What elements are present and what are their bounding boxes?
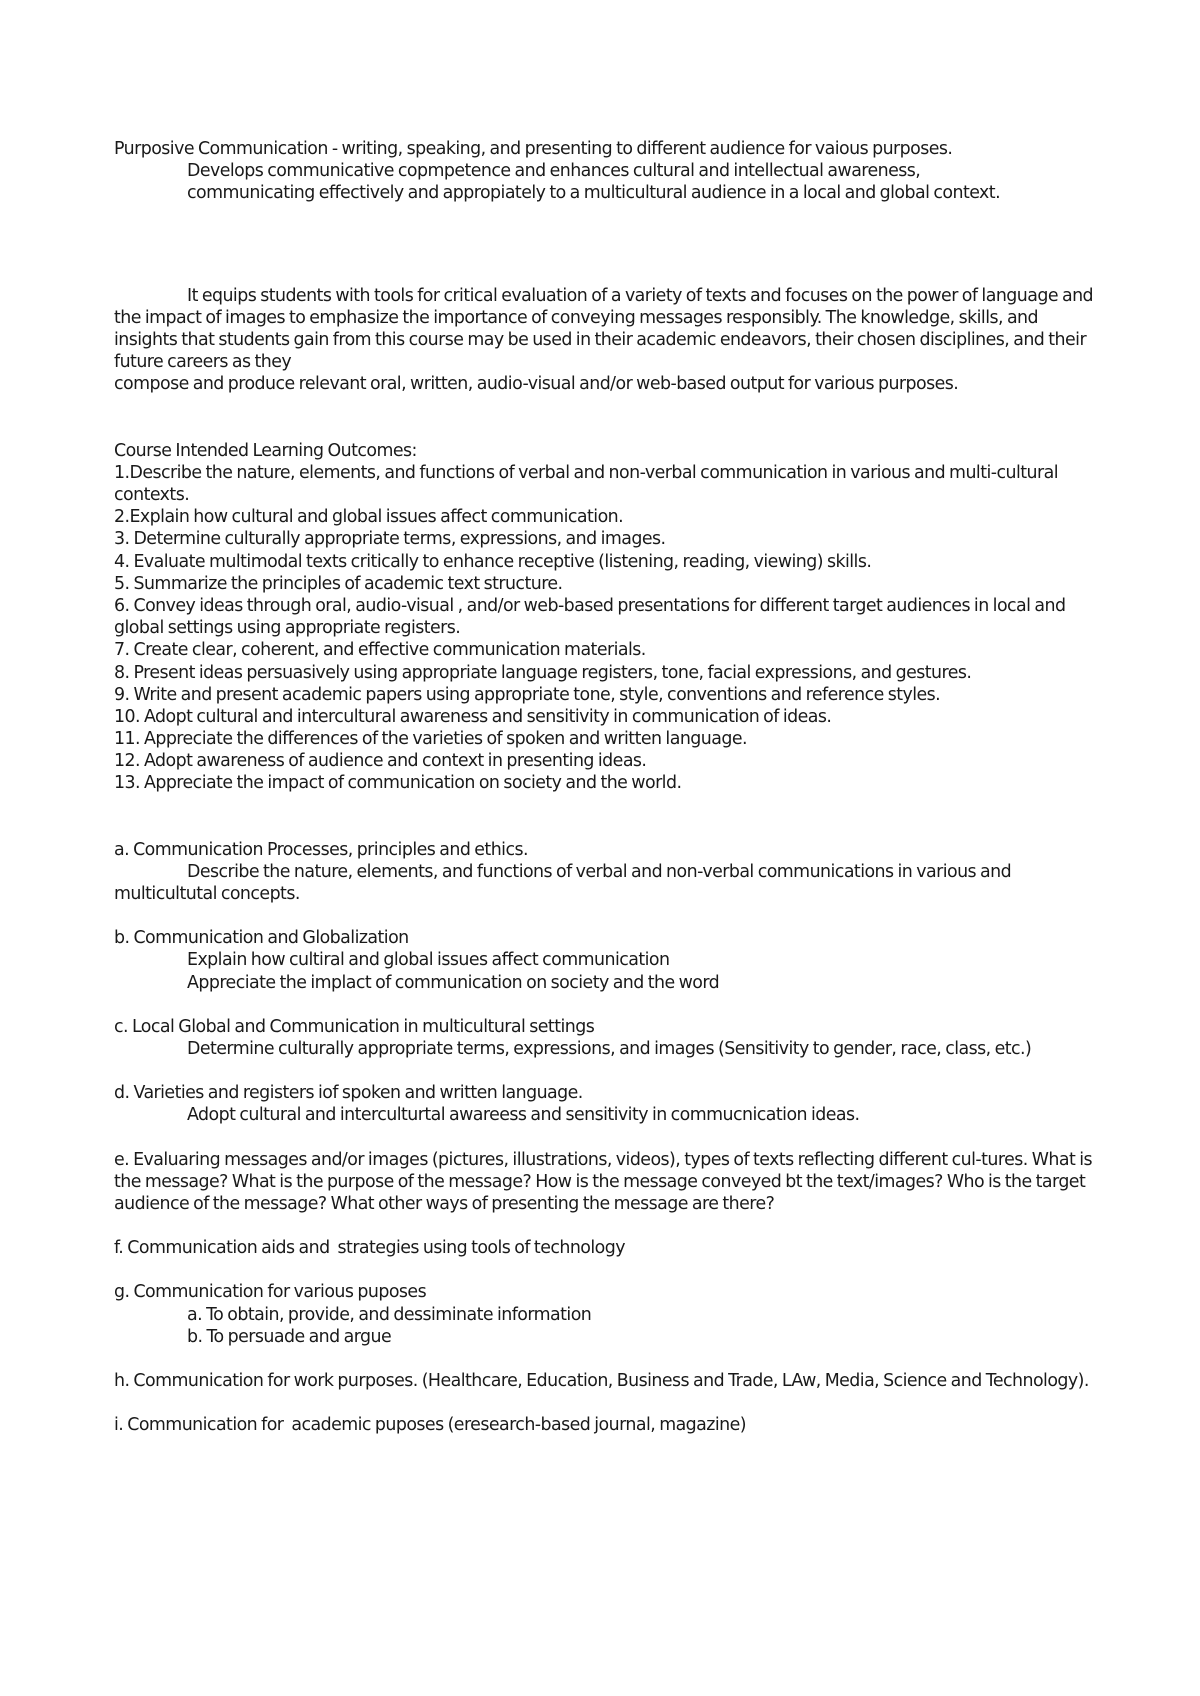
outcome-item: 12. Adopt awareness of audience and context in presenting ideas. <box>114 751 647 772</box>
equips-paragraph: It equips students with tools for critical evaluation of a variety of texts and focuses on the power of language and the impact of images to emphasize the importance of conveying messages responsibly. The knowledge, skills, and insights that students gain from this course may be used in their academic endeavors, their chosen disciplines, and their future careers as they <box>114 285 1094 373</box>
topic-c-body: Determine culturally appropriate terms, expressions, and images (Sensitivity to gender, race, class, etc.) <box>187 1038 1032 1059</box>
outcome-item: 11. Appreciate the differences of the varieties of spoken and written language. <box>114 729 747 750</box>
spacer <box>114 396 1098 440</box>
topic-h-body: h. Communication for work purposes. (Healthcare, Education, Business and Trade, LAw, Media, Science and Technology). <box>114 1370 1089 1391</box>
outcome-item: 4. Evaluate multimodal texts critically to enhance receptive (listening, reading, viewing) skills. <box>114 551 872 572</box>
outcome-item: 5. Summarize the principles of academic text structure. <box>114 573 563 594</box>
outcome-item: 8. Present ideas persuasively using appropriate language registers, tone, facial expressions, and gestures. <box>114 662 972 683</box>
spacer <box>114 205 1098 285</box>
topic-b-line-1: Explain how cultiral and global issues affect communication <box>187 950 670 971</box>
topic-g-heading: g. Communication for various puposes <box>114 1282 427 1303</box>
topic-g-line-1: a. To obtain, provide, and dessiminate information <box>187 1304 592 1325</box>
outcome-item: 1.Describe the nature, elements, and functions of verbal and non-verbal communication in various and multi-cultural contexts. <box>114 462 1058 505</box>
topic-g-line-2: b. To persuade and argue <box>187 1326 392 1347</box>
spacer <box>114 1259 1098 1281</box>
compose-line: compose and produce relevant oral, written, audio-visual and/or web-based output for various purposes. <box>114 374 959 395</box>
topic-c-heading: c. Local Global and Communication in multicultural settings <box>114 1016 595 1037</box>
topic-a-heading: a. Communication Processes, principles and ethics. <box>114 839 528 860</box>
outcome-item: 3. Determine culturally appropriate terms, expressions, and images. <box>114 529 666 550</box>
topic-e-body: e. Evaluaring messages and/or images (pictures, illustrations, videos), types of texts reflecting different cul-tures. What is the message? What is the purpose of the message? How is the message conveyed bt the text/images? Who is the target audience of the message? What other ways of presenting the message are there? <box>114 1149 1092 1214</box>
outcome-item: 2.Explain how cultural and global issues affect communication. <box>114 507 624 528</box>
spacer <box>114 905 1098 927</box>
intro-title-line: Purposive Communication - writing, speaking, and presenting to different audience for vaious purposes. <box>114 139 953 159</box>
spacer <box>114 1348 1098 1370</box>
spacer <box>114 994 1098 1016</box>
outcome-item: 9. Write and present academic papers using appropriate tone, style, conventions and reference styles. <box>114 684 941 705</box>
spacer <box>114 1060 1098 1082</box>
spacer <box>114 1392 1098 1414</box>
topic-d-heading: d. Varieties and registers iof spoken and written language. <box>114 1083 583 1104</box>
outcomes-heading: Course Intended Learning Outcomes: <box>114 440 417 461</box>
topic-b-line-2: Appreciate the implact of communication on society and the word <box>187 972 720 993</box>
topic-b-heading: b. Communication and Globalization <box>114 928 409 949</box>
intro-desc-line-2: communicating effectively and appropiately to a multicultural audience in a local and global context. <box>187 183 1001 204</box>
outcome-item: 13. Appreciate the impact of communication on society and the world. <box>114 773 682 794</box>
topic-i-heading: i. Communication for academic puposes (eresearch-based journal, magazine) <box>114 1415 746 1436</box>
outcome-item: 10. Adopt cultural and intercultural awareness and sensitivity in communication of ideas. <box>114 706 832 727</box>
topic-d-line-1: Adopt cultural and interculturtal awareess and sensitivity in commucnication ideas. <box>187 1105 860 1126</box>
outcome-item: 7. Create clear, coherent, and effective communication materials. <box>114 640 646 661</box>
outcome-item: 6. Convey ideas through oral, audio-visual , and/or web-based presentations for different target audiences in local and global settings using appropriate registers. <box>114 595 1066 639</box>
topic-f-heading: f. Communication aids and strategies using tools of technology <box>114 1238 625 1259</box>
document-page <box>114 138 1098 1436</box>
spacer <box>114 1215 1098 1237</box>
spacer <box>114 795 1098 839</box>
topic-a-body: Describe the nature, elements, and functions of verbal and non-verbal communications in various and multicultutal concepts. <box>114 861 1012 905</box>
spacer <box>114 1127 1098 1149</box>
intro-desc-line-1: Develops communicative copmpetence and enhances cultural and intellectual awareness, <box>187 161 921 182</box>
